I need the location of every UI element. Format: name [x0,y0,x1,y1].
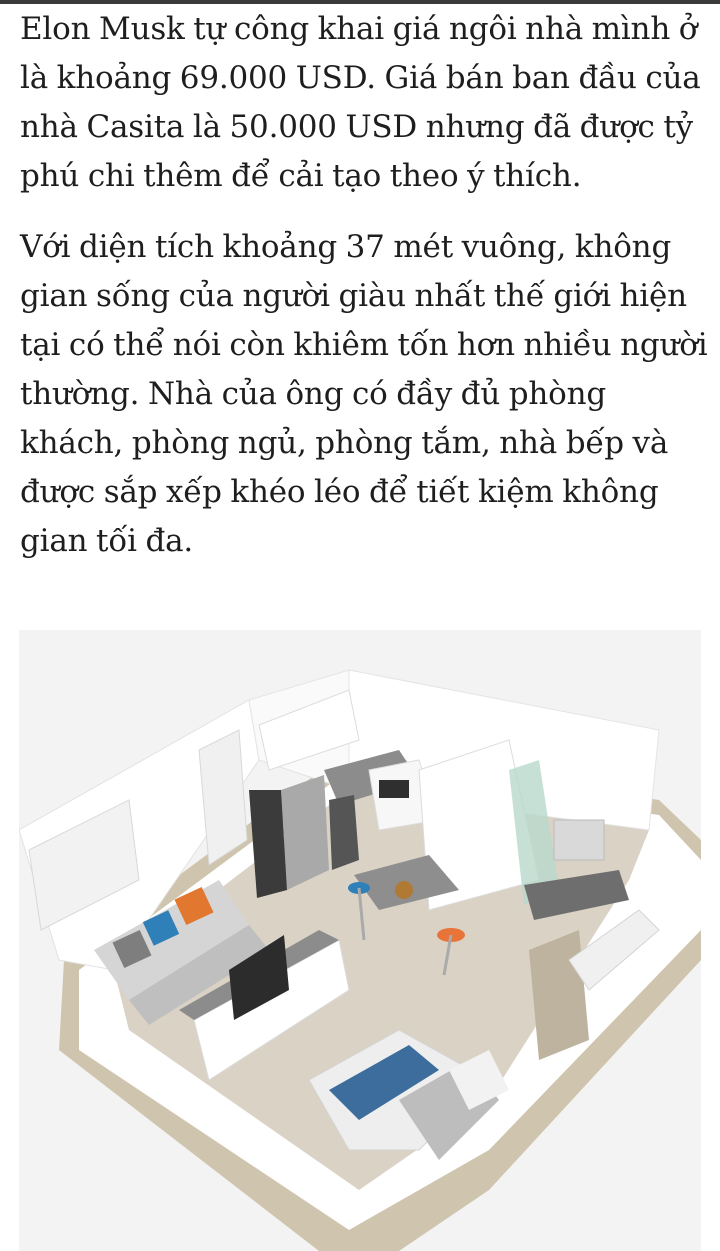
house-3d-render [19,630,701,1251]
article-paragraph-2: Với diện tích khoảng 37 mét vuông, không gian sống của người giàu nhất thế giới hiện tại có thể nói còn khiêm tốn hơn nhiều người thường. Nhà của ông có đầy đủ phòng khách, phòng ngủ, phòng tắm, nhà bếp và được sắp xếp khéo léo để tiết kiệm không gian tối đa. [20,229,708,559]
article-image-house-floorplan [19,630,701,1251]
article-body [20,0,710,566]
article-paragraph-1: Elon Musk tự công khai giá ngôi nhà mình ở là khoảng 69.000 USD. Giá bán ban đầu của nhà Casita là 50.000 USD nhưng đã được tỷ phú chi thêm để cải tạo theo ý thích. [20,11,701,194]
